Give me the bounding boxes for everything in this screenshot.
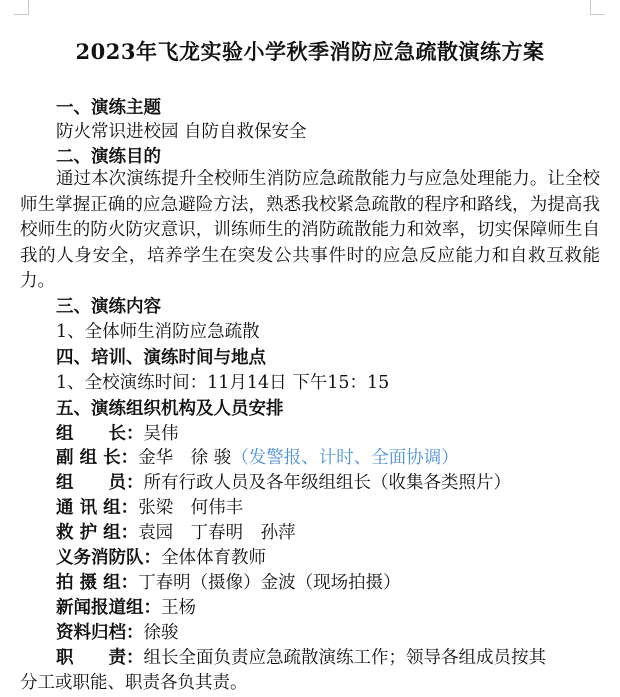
heading-theme: 一、演练主题 (56, 98, 161, 118)
purpose-paragraph: 通过本次演练提升全校师生消防应急疏散能力与应急处理能力。让全校师生掌握正确的应急避险方法，熟悉我校紧急疏散的程序和路线，为提高我校师生的防火防灾意识，训练师生的消防疏散能力和效率，切实保障师生自我的人身安全，培养学生在突发公共事件时的应急反应能力和自救互救能力。 (20, 169, 600, 291)
heading-content: 三、演练内容 (56, 297, 161, 317)
org-label: 拍 摄 组： (56, 573, 139, 593)
org-value: 张梁 何伟丰 (138, 498, 244, 518)
org-label: 组 长： (56, 424, 144, 444)
org-label: 新闻报道组： (56, 598, 161, 618)
time-text: 1、全校演练时间：11月14日 下午15：15 (56, 373, 390, 393)
org-value: 吴伟 (143, 424, 179, 444)
org-row-deputy (56, 446, 459, 470)
org-value: 全体体育教师 (161, 548, 266, 568)
org-deputy-note: （发警报、计时、全面协调） (231, 448, 459, 468)
org-row-communication (56, 496, 243, 520)
org-row-firefighters (56, 546, 266, 570)
org-duties-continued: 分工或职能、职责各负其责。 (20, 673, 248, 693)
org-label: 组 员： (56, 473, 144, 493)
org-row-photography (56, 571, 401, 595)
org-value: 组长全面负责应急疏散演练工作；领导各组成员按其 (143, 648, 546, 668)
org-row-leader (56, 422, 179, 446)
org-row-rescue (56, 521, 296, 545)
theme-text: 防火常识进校园 自防自救保安全 (56, 122, 307, 142)
org-row-duties (56, 646, 546, 670)
org-row-members (56, 471, 511, 495)
page-corner-mark-right (590, 0, 605, 15)
org-label: 救 护 组： (56, 523, 139, 543)
heading-org: 五、演练组织机构及人员安排 (56, 399, 284, 419)
document-title: 2023年飞龙实验小学秋季消防应急疏散演练方案 (75, 39, 545, 64)
org-value: 徐骏 (143, 623, 179, 643)
org-value: 所有行政人员及各年级组组长（收集各类照片） (143, 473, 511, 493)
page-corner-mark-left (14, 0, 29, 15)
org-row-archive (56, 621, 179, 645)
org-value: 袁园 丁春明 孙萍 (138, 523, 296, 543)
org-value: 王杨 (161, 598, 196, 618)
heading-purpose: 二、演练目的 (56, 147, 161, 167)
content-text: 1、全体师生消防应急疏散 (56, 322, 260, 342)
org-label: 职 责： (56, 648, 144, 668)
org-row-news (56, 596, 196, 620)
org-label: 义务消防队： (56, 548, 161, 568)
org-value: 金华 徐 骏 (138, 448, 232, 468)
org-label: 资料归档： (56, 623, 144, 643)
org-value: 丁春明（摄像）金波（现场拍摄） (138, 573, 401, 593)
org-label: 副 组 长： (56, 448, 139, 468)
heading-time: 四、培训、演练时间与地点 (56, 348, 266, 368)
org-label: 通 讯 组： (56, 498, 139, 518)
